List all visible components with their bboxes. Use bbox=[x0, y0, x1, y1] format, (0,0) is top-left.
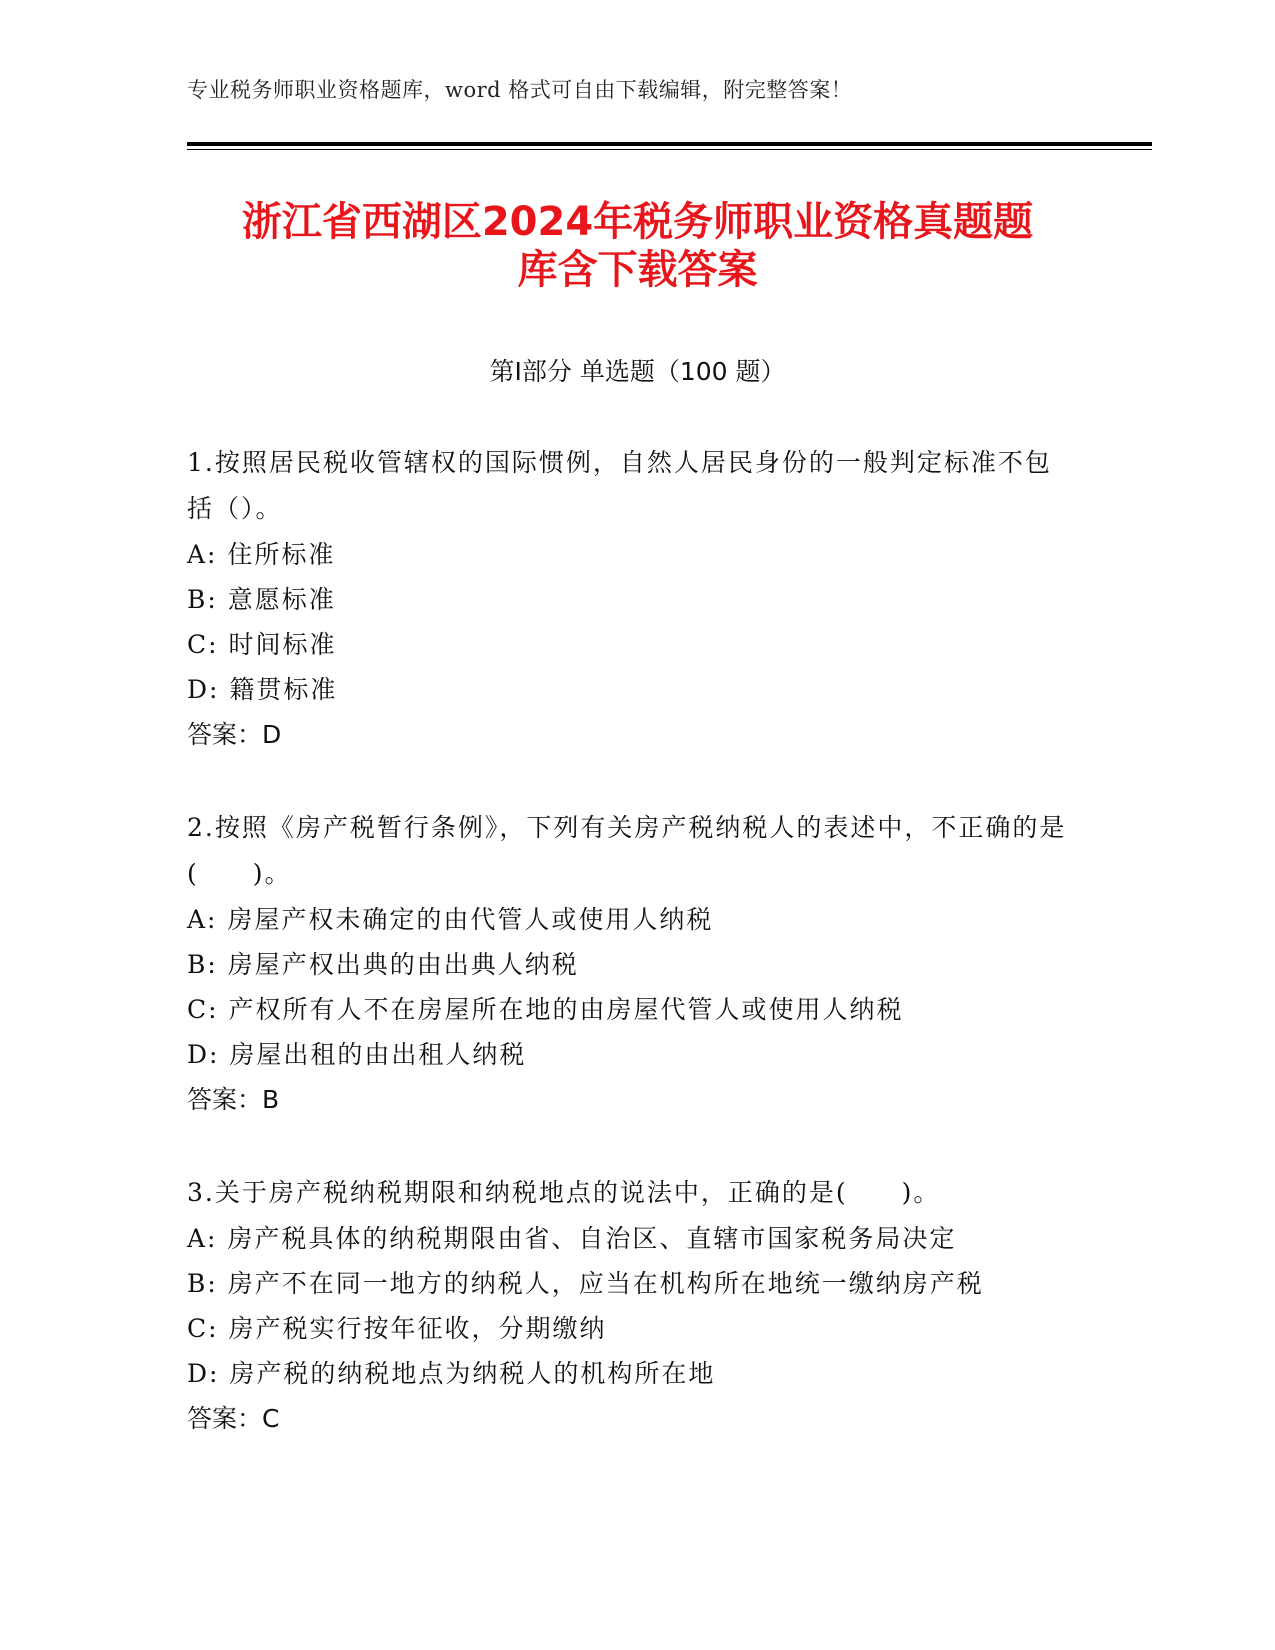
document-title-line-2: 库含下载答案 bbox=[517, 247, 758, 293]
document-title bbox=[150, 198, 1125, 294]
option-d: D: 籍贯标准 bbox=[187, 675, 338, 704]
header-divider-thick bbox=[187, 142, 1152, 146]
option-b: B: 房产不在同一地方的纳税人，应当在机构所在地统一缴纳房产税 bbox=[187, 1269, 984, 1298]
option-d: D: 房屋出租的由出租人纳税 bbox=[187, 1040, 527, 1069]
question-1 bbox=[187, 440, 1067, 757]
question-3 bbox=[187, 1170, 1067, 1441]
option-a: A: 房屋产权未确定的由代管人或使用人纳税 bbox=[187, 905, 714, 934]
header-divider-thin bbox=[187, 149, 1152, 150]
answer: 答案：C bbox=[187, 1404, 280, 1433]
answer: 答案：B bbox=[187, 1085, 280, 1114]
header-note: 专业税务师职业资格题库，word 格式可自由下载编辑，附完整答案！ bbox=[187, 78, 853, 102]
option-a: A: 房产税具体的纳税期限由省、自治区、直辖市国家税务局决定 bbox=[187, 1224, 957, 1253]
option-b: B: 房屋产权出典的由出典人纳税 bbox=[187, 950, 579, 979]
question-2 bbox=[187, 805, 1067, 1122]
question-stem: 2.按照《房产税暂行条例》，下列有关房产税纳税人的表述中，不正确的是( )。 bbox=[187, 813, 1067, 888]
question-list bbox=[187, 440, 1067, 1489]
option-c: C: 时间标准 bbox=[187, 630, 337, 659]
option-c: C: 产权所有人不在房屋所在地的由房屋代管人或使用人纳税 bbox=[187, 995, 904, 1024]
answer: 答案：D bbox=[187, 720, 282, 749]
option-c: C: 房产税实行按年征收，分期缴纳 bbox=[187, 1314, 607, 1343]
option-b: B: 意愿标准 bbox=[187, 585, 336, 614]
section-title: 第Ⅰ部分 单选题（100 题） bbox=[489, 357, 786, 386]
option-d: D: 房产税的纳税地点为纳税人的机构所在地 bbox=[187, 1359, 716, 1388]
question-stem: 1.按照居民税收管辖权的国际惯例，自然人居民身份的一般判定标准不包括（）。 bbox=[187, 448, 1052, 523]
question-stem: 3.关于房产税纳税期限和纳税地点的说法中，正确的是( )。 bbox=[187, 1178, 941, 1207]
document-title-line-1: 浙江省西湖区2024年税务师职业资格真题题 bbox=[241, 199, 1034, 245]
option-a: A: 住所标准 bbox=[187, 540, 336, 569]
